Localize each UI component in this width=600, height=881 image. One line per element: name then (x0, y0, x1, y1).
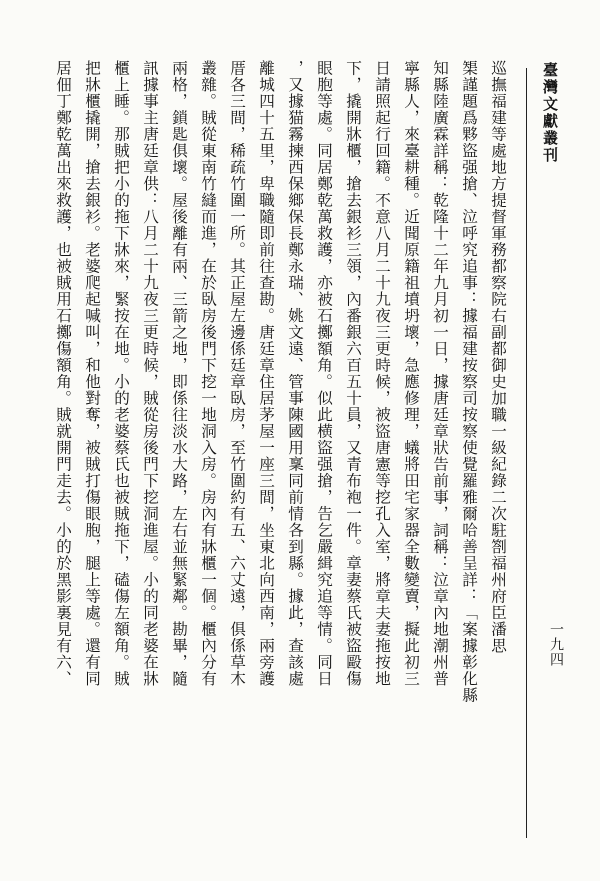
text-column: 居佃丁鄭乾萬出來救護，也被賊用石擲傷額角。賊就開門走去。小的於黑影裏見有六、 (54, 60, 72, 687)
text-column: 兩格，鎖匙俱壞。屋後離有兩、三箭之地，即係往淡水大路，左右並無緊鄰。勘畢，隨 (170, 60, 188, 687)
text-column: 巡撫福建等處地方提督軍務都察院右副都御史加職一級紀錄二次駐劄福州府臣潘思 (489, 60, 507, 654)
text-column: 櫃上睡。那賊把小的拖下牀來，緊按在地。小的老婆蔡氏也被賊拖下，磕傷左額角。賊 (112, 60, 130, 687)
text-column: 訊據事主唐廷章供：八月二十九夜三更時候，賊從房後門下挖洞進屋。小的同老婆在牀 (141, 60, 159, 687)
text-column: 寧縣人，來臺耕種。近聞原籍祖墳坍壞，急應修理，蟻將田宅家器全數變賣，擬此初三 (402, 60, 420, 687)
text-column: 下，撬開牀櫃，搶去銀衫三領，內番銀六百五十員，又青布袍一件。章妻蔡氏被盜毆傷 (344, 60, 362, 687)
text-column: 叢雜。賊從東南竹縫而進，在於臥房後門下挖一地洞入房。房內有牀櫃一個。櫃內分有 (199, 60, 217, 687)
text-column: 離城四十五里，卑職隨即前往查勘。唐廷章住居茅屋一座三間，坐東北向西南，兩旁護 (257, 60, 275, 687)
text-column: 厝各三間，稀疏竹圍一所。其正屋左邊係廷章臥房，至竹圍約有五、六丈遠，俱係草木 (228, 60, 246, 687)
text-column: ，又據猫霧揀西保鄉保長鄭永瑞、姚文遠、管事陳國用稟同前情各到縣。據此，查該處 (286, 60, 304, 687)
text-column: 日請照起行回籍。不意八月二十九夜三更時候，被盜唐憲等挖孔入室，將章夫妻拖按地 (373, 60, 391, 687)
running-header: 臺灣文獻叢刊 (541, 62, 559, 164)
document-body (50, 60, 512, 840)
text-column: 眼胞等處。同居鄭乾萬救護，亦被石擲額角。似此横盜强搶，告乞嚴緝究追等情。同日 (315, 60, 333, 687)
text-column: 榘謹題爲夥盜强搶、泣呼究追事：據福建按察司按察使覺羅雅爾哈善呈詳：「案據彰化縣 (460, 60, 478, 704)
page-number: 一九四 (548, 622, 564, 667)
header-divider-line (526, 68, 527, 838)
text-column: 知縣陸廣霖詳稱：乾隆十二年九月初一日，據唐廷章狀告前事，詞稱：泣章內地潮州普 (431, 60, 449, 687)
text-column: 把牀櫃撬開，搶去銀衫。老婆爬起喊叫，和他對奪，被賊打傷眼胞，腿上等處。還有同 (83, 60, 101, 687)
